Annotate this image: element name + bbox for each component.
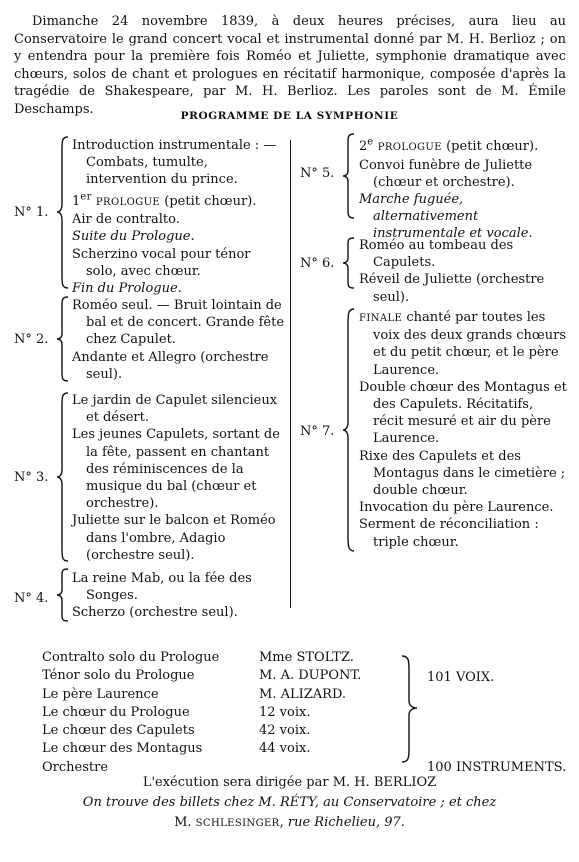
publisher-name: M. SCHLESINGER, bbox=[174, 815, 284, 830]
cast-role: Ténor solo du Prologue bbox=[42, 668, 195, 684]
programme-item: Scherzo (orchestre seul). bbox=[72, 605, 238, 621]
brace-voices bbox=[400, 655, 420, 763]
programme-item: Juliette sur le balcon et Roméo dans l'ombre, Adagio (orchestre seul). bbox=[72, 513, 276, 563]
programme-item: Convoi funèbre de Juliette (chœur et orchestre). bbox=[359, 157, 533, 190]
programme-item: Roméo seul. — Bruit lointain de bal et de concert. Grande fête chez Capulet. bbox=[72, 298, 285, 348]
voices-total: 101 VOIX. bbox=[427, 670, 495, 685]
finale-label: FINALE bbox=[359, 313, 403, 324]
programme-item: Air de contralto. bbox=[72, 212, 180, 228]
programme-item: Scherzino vocal pour ténor solo, avec chœur. bbox=[72, 246, 251, 279]
cast-role: Le chœur des Montagus bbox=[42, 741, 203, 757]
programme-item: Serment de réconciliation : triple chœur. bbox=[359, 517, 539, 550]
brace-2 bbox=[56, 296, 70, 382]
prologue-label: PROLOGUE (petit chœur). bbox=[377, 139, 539, 155]
address-line bbox=[0, 813, 579, 834]
prologue-number: 2e bbox=[359, 137, 374, 155]
tickets-line: On trouve des billets chez M. RÉTY, au Conservatoire ; et chez bbox=[82, 795, 497, 810]
programme-heading: PROGRAMME DE LA SYMPHONIE bbox=[180, 110, 399, 122]
cast-roles bbox=[42, 649, 219, 777]
programme-block-3 bbox=[72, 392, 284, 564]
conductor-line: L'exécution sera dirigée par M. H. BERLIOZ bbox=[142, 775, 437, 790]
cast-role: Le chœur des Capulets bbox=[42, 723, 195, 739]
programme-block-2 bbox=[72, 297, 284, 383]
programme-block-4 bbox=[72, 570, 284, 622]
brace-4 bbox=[56, 568, 70, 622]
intro-paragraph bbox=[14, 13, 566, 118]
number-6: N° 6. bbox=[300, 256, 335, 271]
programme-item: Double chœur des Montagus et des Capulets. Récitatifs, récit mesuré et air du père Laurence. bbox=[359, 379, 567, 447]
programme-item: Introduction instrumentale : — Combats, tumulte, intervention du prince. bbox=[72, 138, 277, 188]
programme-item: La reine Mab, ou la fée des Songes. bbox=[72, 571, 252, 604]
intro-text: Dimanche 24 novembre 1839, à deux heures précises, aura lieu au Conservatoire le grand concert vocal et instrumental donné par M. H. Berlioz ; on y entendra pour la première fois Roméo et Juliette, symphonie dramatique avec chœurs, solos de chant et prologues en récitatif harmonique, composée d'après la tragédie de Shakespeare, par M. H. Berlioz. Les paroles sont de M. Émile Deschamps. bbox=[14, 14, 566, 117]
prologue-label: PROLOGUE (petit chœur). bbox=[95, 193, 257, 209]
brace-7 bbox=[342, 308, 356, 552]
prologue-number: 1er bbox=[72, 191, 92, 209]
programme-item: Roméo au tombeau des Capulets. bbox=[359, 238, 514, 271]
finale-text: chanté par toutes les voix des deux grands chœurs et du petit chœur, et le père Laurence. bbox=[373, 310, 567, 378]
programme-item bbox=[359, 134, 567, 157]
cast-role: Contralto solo du Prologue bbox=[42, 650, 220, 665]
brace-6 bbox=[342, 237, 356, 289]
cast-value: M. A. DUPONT. bbox=[259, 668, 362, 684]
brace-5 bbox=[342, 133, 356, 219]
number-1: N° 1. bbox=[14, 205, 49, 220]
column-divider bbox=[290, 140, 291, 608]
programme-item: Les jeunes Capulets, sortant de la fête, passent en chantant des réminiscences de la musique du bal (chœur et orchestre). bbox=[72, 427, 280, 512]
programme-item bbox=[359, 309, 567, 379]
number-2: N° 2. bbox=[14, 332, 49, 347]
programme-item: Andante et Allegro (orchestre seul). bbox=[72, 349, 269, 382]
programme-block-7 bbox=[359, 309, 567, 551]
number-7: N° 7. bbox=[300, 424, 335, 439]
programme-item: Fin du Prologue. bbox=[72, 280, 182, 296]
publisher-address: rue Richelieu, 97. bbox=[287, 815, 405, 830]
cast-role: Orchestre bbox=[42, 759, 109, 775]
number-3: N° 3. bbox=[14, 470, 49, 485]
cast-value: 12 voix. bbox=[259, 704, 311, 720]
brace-3 bbox=[56, 392, 70, 562]
programme-item: Suite du Prologue. bbox=[72, 229, 195, 245]
programme-item: Invocation du père Laurence. bbox=[359, 500, 554, 516]
programme-item: Rixe des Capulets et des Montagus dans le cimetière ; double chœur. bbox=[359, 448, 566, 499]
cast-value: Mme STOLTZ. bbox=[259, 650, 354, 665]
programme-item: Marche fuguée, alternativement instrumentale et vocale. bbox=[359, 191, 533, 242]
number-4: N° 4. bbox=[14, 591, 49, 606]
number-5: N° 5. bbox=[300, 166, 335, 181]
programme-item: Réveil de Juliette (orchestre seul). bbox=[359, 272, 545, 305]
cast-value: 44 voix. bbox=[259, 741, 311, 757]
cast-value: 42 voix. bbox=[259, 723, 311, 739]
cast-role: Le chœur du Prologue bbox=[42, 704, 190, 720]
programme-item bbox=[72, 189, 284, 212]
programme-block-5 bbox=[359, 134, 567, 243]
programme-block-1 bbox=[72, 137, 284, 297]
cast-values bbox=[259, 649, 361, 759]
cast-role: Le père Laurence bbox=[42, 686, 159, 702]
programme-item: Le jardin de Capulet silencieux et désert. bbox=[72, 393, 278, 426]
brace-1 bbox=[56, 136, 70, 289]
instruments-total: 100 INSTRUMENTS. bbox=[427, 760, 567, 775]
programme-block-6 bbox=[359, 237, 567, 306]
cast-value: M. ALIZARD. bbox=[259, 686, 347, 702]
